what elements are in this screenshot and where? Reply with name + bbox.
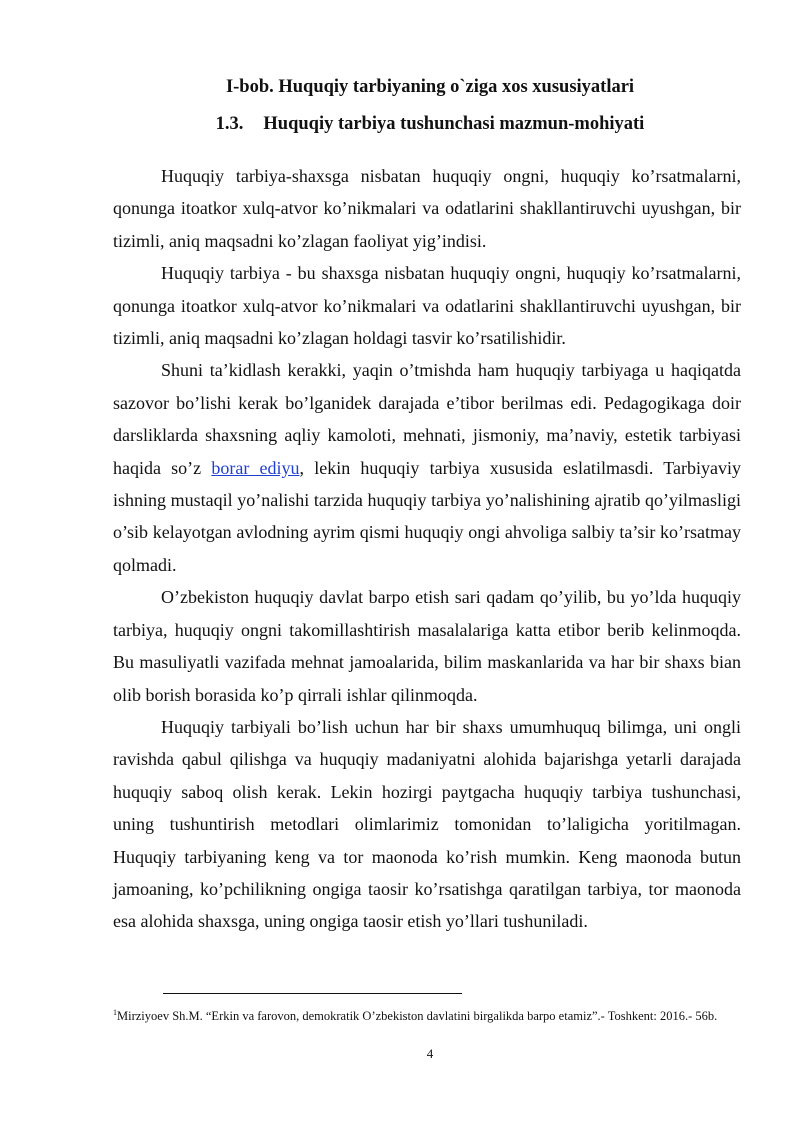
body-text xyxy=(113,160,741,938)
paragraph-5: Huquqiy tarbiyali bo’lish uchun har bir shaxs umumhuquq bilimga, uni ongli ravishda qabul qilishga va huquqiy madaniyatni alohida bajarishga yetarli darajada huquqiy saboq olish kerak. Lekin hozirgi paytgacha huquqiy tarbiya tushunchasi, uning tushuntirish metodlari olimlarimiz tomonidan to’laligicha yoritilmagan. Huquqiy tarbiyaning keng va tor maonoda ko’rish mumkin. Keng maonoda butun jamoaning, ko’pchilikning ongiga taosir ko’rsatishga qaratilgan tarbiya, tor maonoda esa alohida shaxsga, uning ongiga taosir etish yo’llari tushuniladi. xyxy=(113,716,741,932)
paragraph-4: O’zbekiston huquqiy davlat barpo etish sari qadam qo’yilib, bu yo’lda huquqiy tarbiya, huquqiy ongni takomillashtirish masalalariga katta etibor berib kelinmoqda. Bu masuliyatli vazifada mehnat jamoalarida, bilim maskanlarida va har bir shaxs bian olib borish borasida ko’p qirrali ishlar qilinmoqda. xyxy=(113,587,741,705)
section-number: 1.3. xyxy=(215,114,244,134)
footnote-marker: 1 xyxy=(113,1007,117,1017)
paragraph-1: Huquqiy tarbiya-shaxsga nisbatan huquqiy ongni, huquqiy ko’rsatmalarni, qonunga itoatkor xulq-atvor ko’nikmalari va odatlarini shakllantiruvchi uyushgan, bir tizimli, aniq maqsadni ko’zlagan faoliyat yig’indisi. xyxy=(113,166,741,251)
paragraph-3-text-start: Shuni ta’kidlash kerakki, yaqin o’tmishda ham huquqiy tarbiyaga u haqiqatda sazovor bo’lishi kerak bo’lganidek darajada e’tibor berilmas edi. Pedagogikaga doir darsliklarda shaxsning aqliy kamoloti, mehnati, jismoniy, ma’naviy, estetik tarbiyasi haqida so’z xyxy=(113,360,741,478)
paragraph-2: Huquqiy tarbiya - bu shaxsga nisbatan huquqiy ongni, huquqiy ko’rsatmalarni, qonunga itoatkor xulq-atvor ko’nikmalari va odatlarini shakllantiruvchi uyushgan, bir tizimli, aniq maqsadni ko’zlagan holdagi tasvir ko’rsatilishidir. xyxy=(113,263,741,349)
paragraph-3 xyxy=(113,354,741,581)
chapter-heading: I-bob. Huquqiy tarbiyaning o`ziga xos xususiyatlari xyxy=(225,77,635,97)
section-heading xyxy=(0,113,800,135)
footnote-text: Mirziyoev Sh.M. “Erkin va farovon, demokratik O’zbekiston davlatini birgalikda barpo etamiz”.- Toshkent: 2016.- 56b. xyxy=(117,1009,718,1023)
section-title: Huquqiy tarbiya tushunchasi mazmun-mohiyati xyxy=(263,114,645,134)
page-number: 4 xyxy=(426,1046,434,1061)
footnote-separator xyxy=(163,993,462,994)
footnote xyxy=(113,1005,745,1027)
footnote-reference-link[interactable]: borar ediyu xyxy=(211,457,300,478)
paragraph-3-text-end: , lekin huquqiy tarbiya xususida eslatilmasdi. Tarbiyaviy ishning mustaqil yo’nalishi tarzida huquqiy tarbiya yo’nalishining ajratib qo’yilmasligi o’sib kelayotgan avlodning ayrim qismi huquqiy ongi ahvoliga salbiy ta’sir ko’rsatmay qolmadi. xyxy=(113,457,742,575)
